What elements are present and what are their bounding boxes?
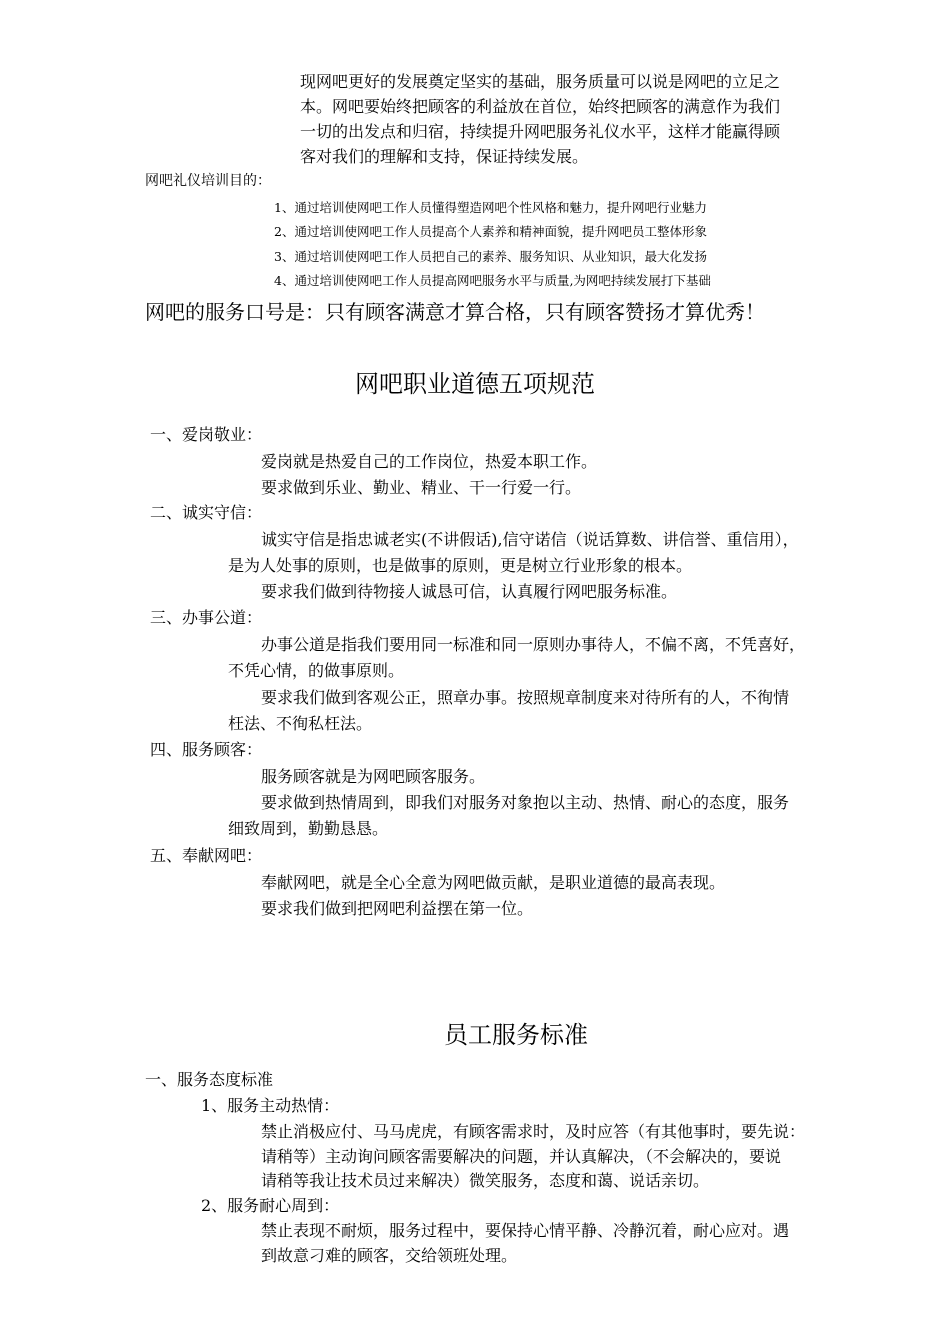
ethics-line: 枉法、不徇私枉法。	[228, 714, 373, 733]
standards-title: 员工服务标准	[444, 1021, 588, 1049]
standards-line: 到故意刁难的顾客，交给领班处理。	[261, 1246, 518, 1265]
ethics-line: 不凭心情，的做事原则。	[228, 661, 405, 680]
ethics-line: 要求做到热情周到，即我们对服务对象抱以主动、热情、耐心的态度，服务	[261, 793, 790, 812]
training-item: 3、通过培训使网吧工作人员把自己的素养、服务知识、从业知识，最大化发扬	[274, 249, 707, 264]
ethics-line: 办事公道是指我们要用同一标准和同一原则办事待人，不偏不离，不凭喜好，	[261, 635, 806, 654]
ethics-line: 细致周到，勤勤恳恳。	[228, 819, 389, 838]
ethics-line: 诚实守信是指忠诚老实(不讲假话),信守诺信（说话算数、讲信誉、重信用），	[261, 530, 799, 549]
ethics-title: 网吧职业道德五项规范	[355, 370, 595, 398]
ethics-line: 要求做到乐业、勤业、精业、干一行爱一行。	[261, 478, 582, 497]
service-slogan: 网吧的服务口号是：只有顾客满意才算合格，只有顾客赞扬才算优秀！	[145, 300, 765, 324]
standards-subheading: 2、服务耐心周到：	[201, 1196, 340, 1215]
standards-line: 请稍等）主动询问顾客需要解决的问题，并认真解决，（不会解决的，要说	[261, 1147, 782, 1166]
training-item: 4、通过培训使网吧工作人员提高网吧服务水平与质量,为网吧持续发展打下基础	[274, 273, 711, 288]
standards-line: 禁止表现不耐烦，服务过程中，要保持心情平静、冷静沉着，耐心应对。遇	[261, 1221, 790, 1240]
ethics-heading: 四、服务顾客：	[150, 740, 263, 759]
ethics-heading: 二、诚实守信：	[150, 503, 263, 522]
standards-line: 请稍等我让技术员过来解决）微笑服务，态度和蔼、说话亲切。	[261, 1171, 710, 1190]
ethics-line: 要求我们做到把网吧利益摆在第一位。	[261, 899, 534, 918]
ethics-line: 奉献网吧，就是全心全意为网吧做贡献，是职业道德的最高表现。	[261, 873, 726, 892]
standards-section-heading: 一、服务态度标准	[145, 1070, 274, 1089]
standards-subheading: 1、服务主动热情：	[201, 1096, 340, 1115]
ethics-heading: 五、奉献网吧：	[150, 846, 263, 865]
ethics-line: 要求我们做到待物接人诚恳可信，认真履行网吧服务标准。	[261, 582, 678, 601]
intro-line: 本。网吧要始终把顾客的利益放在首位，始终把顾客的满意作为我们	[300, 97, 781, 116]
ethics-line: 是为人处事的原则，也是做事的原则，更是树立行业形象的根本。	[228, 556, 693, 575]
intro-line: 客对我们的理解和支持，保证持续发展。	[300, 147, 589, 166]
ethics-line: 爱岗就是热爱自己的工作岗位，热爱本职工作。	[261, 452, 598, 471]
intro-line: 现网吧更好的发展奠定坚实的基础，服务质量可以说是网吧的立足之	[300, 72, 781, 91]
ethics-heading: 三、办事公道：	[150, 608, 263, 627]
ethics-line: 服务顾客就是为网吧顾客服务。	[261, 767, 486, 786]
ethics-line: 要求我们做到客观公正，照章办事。按照规章制度来对待所有的人，不徇情	[261, 688, 790, 707]
ethics-heading: 一、爱岗敬业：	[150, 425, 263, 444]
standards-line: 禁止消极应付、马马虎虎，有顾客需求时，及时应答（有其他事时，要先说：	[261, 1122, 806, 1141]
intro-line: 一切的出发点和归宿，持续提升网吧服务礼仪水平，这样才能赢得顾	[300, 122, 781, 141]
training-item: 2、通过培训使网吧工作人员提高个人素养和精神面貌，提升网吧员工整体形象	[274, 224, 707, 239]
training-item: 1、通过培训使网吧工作人员懂得塑造网吧个性风格和魅力，提升网吧行业魅力	[274, 200, 707, 215]
training-heading: 网吧礼仪培训目的：	[145, 173, 271, 189]
